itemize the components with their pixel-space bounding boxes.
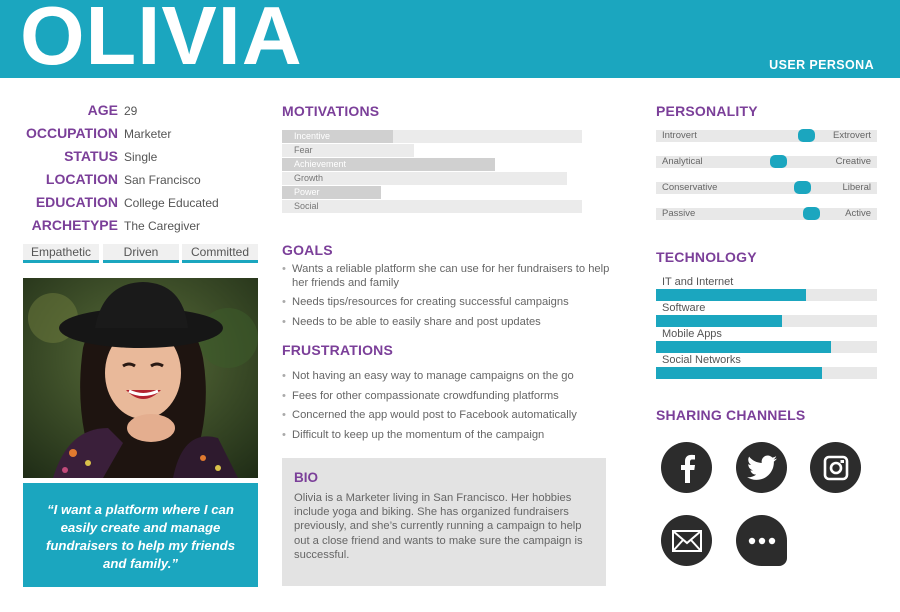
technology-label: Mobile Apps [662, 328, 722, 340]
bio-text: Olivia is a Marketer living in San Francisco. Her hobbies include yoga and biking. She has organized fundraisers previously, and she’s currently running a campaign to help out a close friend and wants to make sure the campaign is successful. [294, 492, 583, 561]
demo-label: AGE [87, 102, 118, 118]
motivation-bar [282, 130, 582, 143]
personality-knob [798, 129, 815, 142]
demo-value: San Francisco [124, 173, 201, 187]
demo-value: The Caregiver [124, 219, 201, 233]
motivation-bar [282, 158, 582, 171]
demo-status [0, 148, 260, 168]
demo-label: LOCATION [45, 171, 118, 187]
technology-title: TECHNOLOGY [656, 249, 757, 265]
motivation-fill [282, 172, 567, 185]
demo-education [0, 194, 260, 214]
personality-left-label: Introvert [662, 130, 697, 141]
demo-archetype [0, 217, 260, 237]
facebook-icon[interactable] [661, 442, 712, 493]
motivation-label: Social [294, 201, 319, 211]
email-icon[interactable] [661, 515, 712, 566]
personality-slider [656, 208, 877, 220]
demo-value: College Educated [124, 196, 219, 210]
header-banner [0, 0, 900, 78]
technology-bar [656, 276, 877, 302]
personality-left-label: Conservative [662, 182, 718, 193]
frustration-item: • Not having an easy way to manage campaigns on the go [282, 369, 612, 383]
goal-item: • Needs tips/resources for creating successful campaigns [282, 295, 612, 309]
technology-label: IT and Internet [662, 276, 734, 288]
goals-title: GOALS [282, 242, 333, 258]
chat-icon[interactable] [736, 515, 787, 566]
motivation-label: Fear [294, 145, 313, 155]
persona-tag: USER PERSONA [769, 58, 874, 72]
personality-left-label: Passive [662, 208, 696, 219]
instagram-icon[interactable] [810, 442, 861, 493]
motivation-label: Incentive [294, 131, 331, 141]
demo-label: OCCUPATION [25, 125, 118, 141]
personality-knob [794, 181, 811, 194]
motivation-bar [282, 200, 582, 213]
demo-label: ARCHETYPE [31, 217, 118, 233]
demo-label: EDUCATION [35, 194, 118, 210]
frustration-item: • Fees for other compassionate crowdfunding platforms [282, 389, 612, 403]
technology-label: Social Networks [662, 354, 741, 366]
twitter-icon[interactable] [736, 442, 787, 493]
personality-slider [656, 130, 877, 142]
technology-bar [656, 354, 877, 380]
motivations-title: MOTIVATIONS [282, 103, 380, 119]
motivation-bar [282, 144, 582, 157]
quote-text: “I want a platform where I can easily create and manage fundraisers to help my friends and family.” [45, 502, 236, 571]
goal-item: • Wants a reliable platform she can use for her fundraisers to help her friends and family [282, 262, 612, 290]
technology-label: Software [662, 302, 706, 314]
personality-knob [770, 155, 787, 168]
trait-tag: Committed [182, 244, 258, 263]
technology-fill [656, 367, 822, 379]
frustration-item: • Concerned the app would post to Facebook automatically [282, 408, 612, 422]
frustration-item: • Difficult to keep up the momentum of the campaign [282, 428, 612, 442]
personality-title: PERSONALITY [656, 103, 758, 119]
personality-right-label: Liberal [842, 182, 871, 193]
persona-photo [23, 278, 258, 478]
technology-bar [656, 302, 877, 328]
bio-box [282, 458, 606, 586]
personality-knob [803, 207, 820, 220]
demo-age [0, 102, 260, 122]
quote-box [23, 483, 258, 587]
motivation-bar [282, 186, 582, 199]
demo-value: 29 [124, 104, 138, 118]
motivation-fill [282, 200, 582, 213]
personality-right-label: Creative [835, 156, 871, 167]
goal-item: • Needs to be able to easily share and post updates [282, 315, 612, 329]
demo-value: Marketer [124, 127, 172, 141]
demo-location [0, 171, 260, 191]
motivation-bar [282, 172, 582, 185]
motivation-label: Power [294, 187, 320, 197]
demo-label: STATUS [64, 148, 118, 164]
motivation-label: Growth [294, 173, 324, 183]
technology-fill [656, 289, 806, 301]
technology-fill [656, 315, 782, 327]
personality-slider [656, 156, 877, 168]
frustrations-title: FRUSTRATIONS [282, 342, 394, 358]
trait-tag: Driven [103, 244, 179, 263]
personality-right-label: Extrovert [832, 130, 871, 141]
technology-fill [656, 341, 831, 353]
personality-left-label: Analytical [662, 156, 703, 167]
motivation-label: Achievement [294, 159, 347, 169]
technology-bar [656, 328, 877, 354]
portrait-illustration [23, 278, 258, 478]
sharing-title: SHARING CHANNELS [656, 407, 806, 423]
demo-occupation [0, 125, 260, 145]
personality-slider [656, 182, 877, 194]
persona-name: OLIVIA [20, 0, 303, 78]
trait-tag: Empathetic [23, 244, 99, 263]
bio-title: BIO [294, 470, 319, 485]
demo-value: Single [124, 150, 158, 164]
personality-right-label: Active [845, 208, 871, 219]
